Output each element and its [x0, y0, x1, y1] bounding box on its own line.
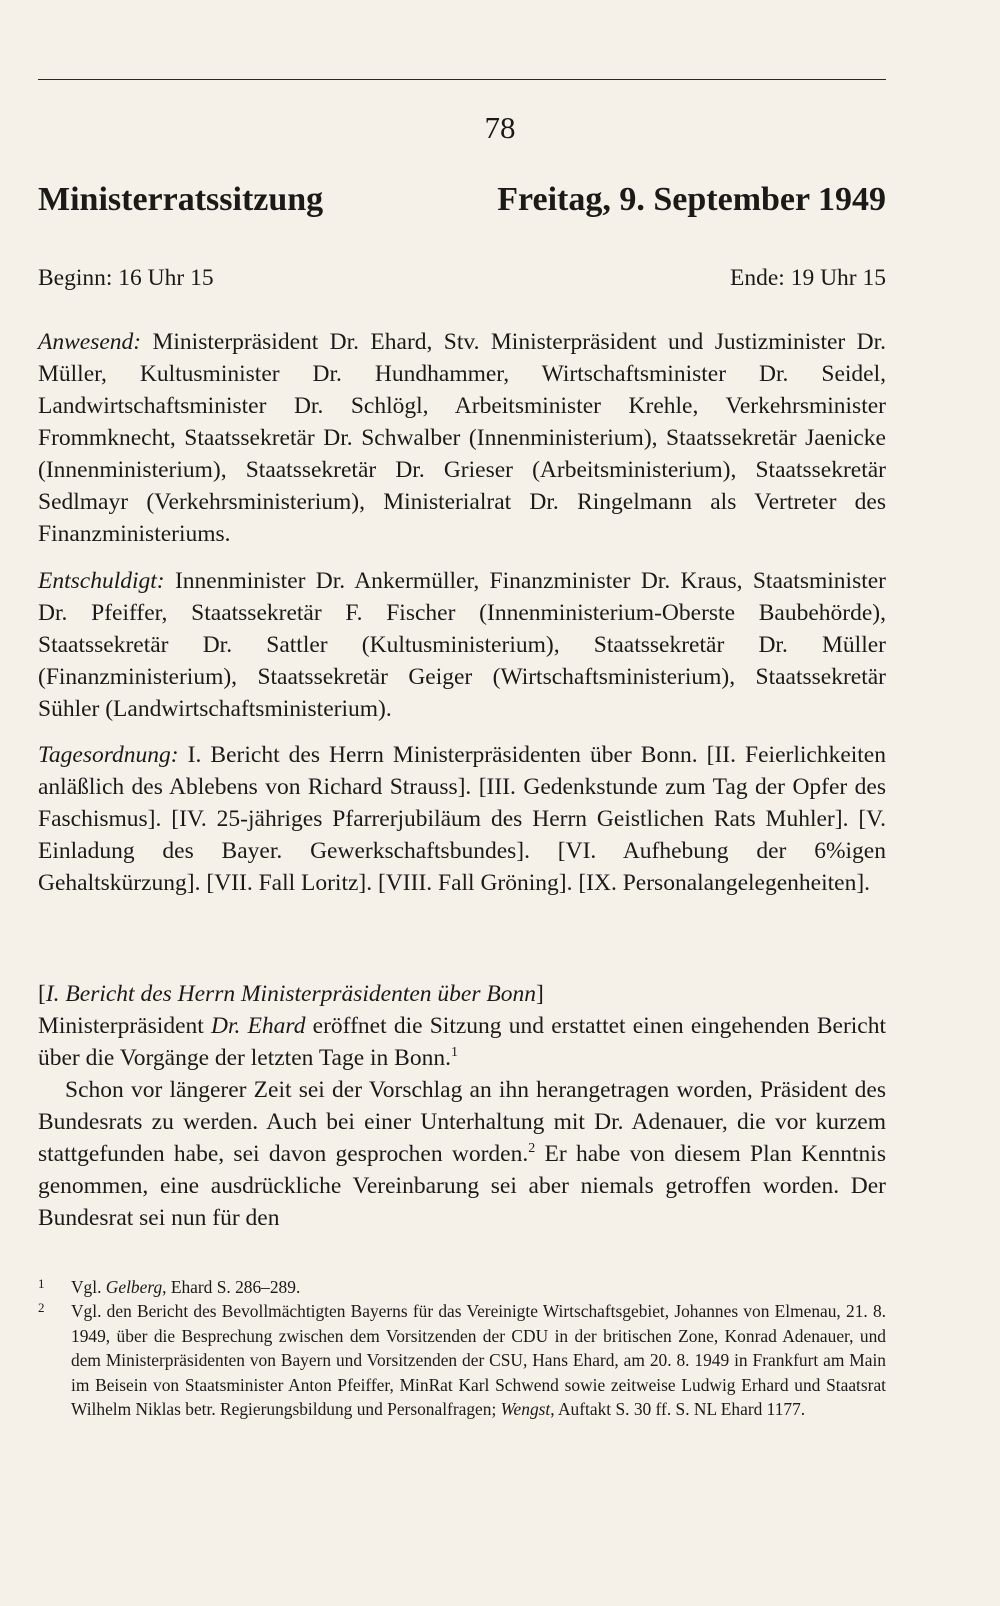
agenda-label: Tagesordnung: — [38, 742, 179, 768]
section-heading — [38, 978, 886, 1010]
section-heading-text: I. Bericht des Herrn Ministerpräsidenten über Bonn — [45, 981, 536, 1007]
footnotes — [38, 1275, 886, 1421]
header-rule — [38, 79, 886, 80]
paragraph-2: Schon vor längerer Zeit sei der Vorschlag an ihn herangetragen worden, Präsident des Bundesrats zu werden. Auch bei einer Unterhaltung mit Dr. Adenauer, die vor kurzem stattgefunden habe, sei davon gesprochen worden.$^2$ Er habe von diesem Plan Kenntnis genommen, eine ausdrückliche Vereinbarung sei aber niemals getroffen worden. Der Bundesrat sei nun für den — [38, 1077, 886, 1231]
footnote-ref-2[interactable]: 2 — [528, 1141, 536, 1157]
excused-paragraph — [38, 565, 886, 725]
footnote-2: 2 Vgl. den Bericht des Bevollmächtigten Bayerns für das Vereinigte Wirtschaftsgebiet, Johannes von Elmenau, 21. 8. 1949, über die Besprechung zwischen dem Vorsitzenden der CDU in der britischen Zone, Konrad Adenauer, und dem Ministerpräsidenten von Bayern und Vorsitzenden der CSU, Hans Ehard, am 20. 8. 1949 in Frankfurt am Main im Beisein von Staatsminister Anton Pfeiffer, MinRat Karl Schwend sowie zeitweise Ludwig Erhard und Staatsrat Wilhelm Niklas betr. Regierungsbildung und Personalfragen; Wengst, Auftakt S. 30 ff. S. NL Ehard 1177. — [38, 1299, 886, 1421]
footnote-author: Gelberg — [105, 1277, 163, 1297]
session-date: Freitag, 9. September 1949 — [497, 181, 886, 218]
excused-text: Innenminister Dr. Ankermüller, Finanzminister Dr. Kraus, Staatsminister Dr. Pfeiffer, Staatssekretär F. Fischer (Innenministerium-Oberste Baubehörde), Staatssekretär Dr. Sattler (Kultusministerium), Staatssekretär Dr. Müller (Finanzministerium), Staatssekretär Geiger (Wirtschaftsministerium), Staatssekretär Sühler (Landwirtschaftsministerium). — [38, 568, 886, 722]
footnote-ref-1[interactable]: 1 — [450, 1045, 458, 1061]
speaker-name: Dr. Ehard — [210, 1013, 306, 1039]
footnote-number: 2 — [38, 1300, 45, 1316]
paragraph-1: Ministerpräsident Dr. Ehard eröffnet die Sitzung und erstattet einen eingehenden Bericht über die Vorgänge der letzten Tage in Bonn.$^1$ — [38, 1013, 887, 1071]
body-paragraphs — [38, 1010, 886, 1234]
agenda-paragraph — [38, 739, 886, 899]
attendees-paragraph — [38, 326, 886, 550]
section-bracket-open: [ — [38, 981, 46, 1007]
begin-time: Beginn: 16 Uhr 15 — [38, 265, 214, 291]
page-number: 78 — [484, 110, 516, 145]
time-row — [38, 262, 886, 294]
footnote-author: Wengst — [500, 1399, 551, 1420]
footnote-number: 1 — [38, 1276, 45, 1291]
footnote-1: 1 Vgl. Gelberg, Ehard S. 286–289. — [38, 1275, 886, 1299]
attendees-label: Anwesend: — [38, 329, 142, 355]
attendees-text: Ministerpräsident Dr. Ehard, Stv. Ministerpräsident und Justizminister Dr. Müller, Kultusminister Dr. Hundhammer, Wirtschaftsminister Dr. Seidel, Landwirtschaftsminister Dr. Schlögl, Arbeitsminister Krehle, Verkehrsminister Frommknecht, Staatssekretär Dr. Schwalber (Innenministerium), Staatssekretär Jaenicke (Innenministerium), Staatssekretär Dr. Grieser (Arbeitsministerium), Staatssekretär Sedlmayr (Verkehrsministerium), Ministerialrat Dr. Ringelmann als Vertreter des Finanzministeriums. — [38, 329, 886, 547]
section-bracket-close: ] — [536, 981, 544, 1007]
end-time: Ende: 19 Uhr 15 — [730, 265, 886, 291]
session-title: Ministerratssitzung — [38, 181, 324, 218]
excused-label: Entschuldigt: — [38, 568, 165, 594]
title-row — [38, 179, 886, 221]
agenda-text: I. Bericht des Herrn Ministerpräsidenten über Bonn. [II. Feierlichkeiten anläßlich des Ablebens von Richard Strauss]. [III. Gedenkstunde zum Tag der Opfer des Faschismus]. [IV. 25-jähriges Pfarrerjubiläum des Herrn Geistlichen Rats Muhler]. [V. Einladung des Bayer. Gewerkschaftsbundes]. [VI. Aufhebung der 6%igen Gehaltskürzung]. [VII. Fall Loritz]. [VIII. Fall Gröning]. [IX. Personalangelegenheiten]. — [38, 742, 886, 896]
